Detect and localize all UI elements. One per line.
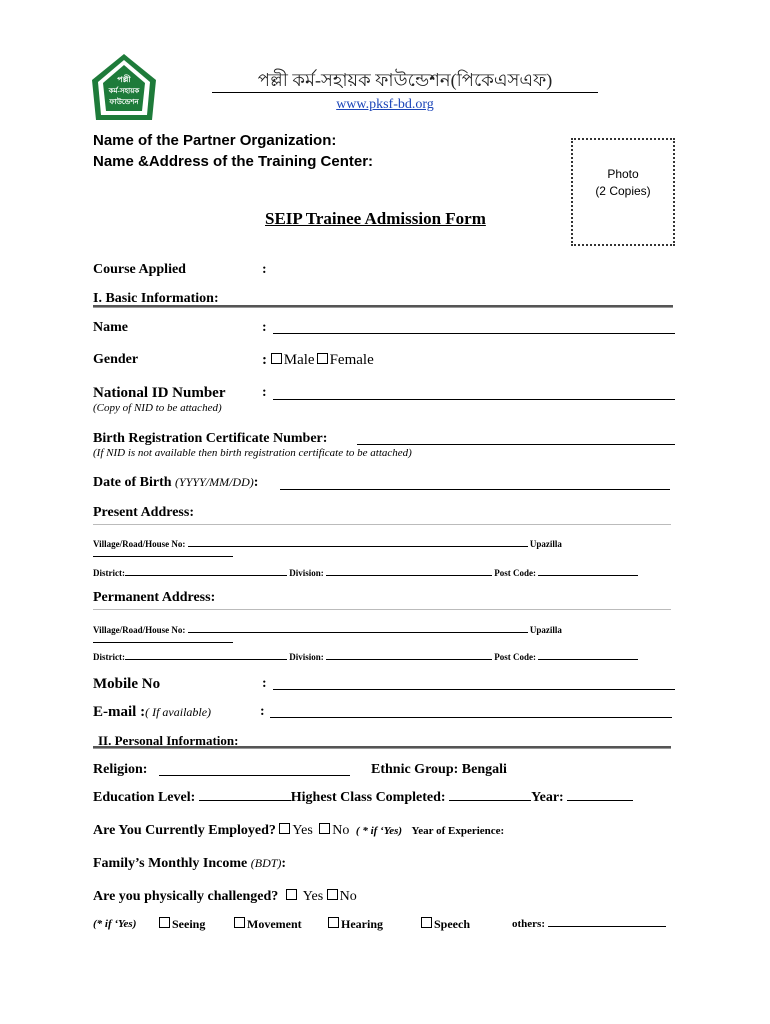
- seeing-checkbox[interactable]: [159, 917, 170, 928]
- partner-org-label: Name of the Partner Organization:: [93, 132, 337, 149]
- income-label: Family’s Monthly Income: [93, 856, 248, 871]
- permanent-postcode-label: Post Code:: [494, 652, 536, 662]
- others-field[interactable]: [548, 926, 666, 927]
- permanent-upazilla-label: Upazilla: [529, 625, 562, 635]
- email-field[interactable]: [270, 703, 672, 718]
- ethnic-group-label: Ethnic Group: Bengali: [371, 762, 507, 777]
- permanent-address-label: Permanent Address:: [93, 590, 216, 605]
- mobile-colon: :: [262, 676, 267, 691]
- name-label: Name: [93, 320, 128, 335]
- year-field[interactable]: [567, 800, 633, 801]
- hearing-checkbox[interactable]: [328, 917, 339, 928]
- photo-label: Photo: [607, 167, 639, 181]
- logo-text-1: পল্লী: [117, 75, 131, 84]
- permanent-division-label: Division:: [289, 652, 324, 662]
- present-village-row: [93, 539, 673, 559]
- speech-checkbox[interactable]: [421, 917, 432, 928]
- speech-label: Speech: [434, 917, 470, 931]
- education-label: Education Level:: [93, 790, 196, 805]
- gender-female-label: Female: [329, 352, 374, 368]
- challenged-label: Are you physically challenged?: [93, 889, 279, 904]
- others-label: others:: [512, 918, 545, 930]
- challenged-row: [93, 889, 357, 905]
- present-division-field[interactable]: [326, 575, 492, 576]
- mobile-label: Mobile No: [93, 676, 161, 692]
- permanent-postcode-field[interactable]: [538, 659, 638, 660]
- religion-label: Religion:: [93, 762, 148, 777]
- present-upazilla-label: Upazilla: [529, 539, 562, 549]
- logo-text-2: কর্ম-সহায়ক: [108, 87, 140, 95]
- employed-no-label: No: [332, 823, 350, 838]
- email-label: E-mail :: [93, 704, 146, 720]
- movement-option: [234, 917, 302, 932]
- mobile-field[interactable]: [273, 675, 675, 690]
- present-district-field[interactable]: [125, 575, 287, 576]
- challenge-if-yes-note: (* if ‘Yes): [93, 918, 137, 930]
- nid-label: National ID Number: [93, 385, 226, 401]
- challenged-no-checkbox[interactable]: [327, 889, 338, 900]
- movement-checkbox[interactable]: [234, 917, 245, 928]
- gender-male-label: Male: [283, 352, 315, 368]
- employed-no-checkbox[interactable]: [319, 823, 330, 834]
- nid-note: (Copy of NID to be attached): [93, 402, 222, 414]
- present-district-row: [93, 568, 673, 578]
- logo: [90, 52, 158, 122]
- dob-row: Date of Birth (YYYY/MM/DD):: [93, 475, 259, 490]
- section1-rule: [93, 305, 673, 308]
- speech-option: [421, 917, 470, 932]
- gender-female-checkbox[interactable]: [317, 353, 328, 364]
- birth-label: Birth Registration Certificate Number:: [93, 431, 328, 446]
- permanent-district-row: [93, 652, 673, 662]
- education-field[interactable]: [199, 800, 291, 801]
- employed-yes-checkbox[interactable]: [279, 823, 290, 834]
- present-village-field[interactable]: [188, 546, 528, 547]
- nid-field[interactable]: [273, 385, 675, 400]
- employed-if-yes-note: ( * if ‘Yes): [355, 825, 403, 837]
- present-division-label: Division:: [289, 568, 324, 578]
- nid-colon: :: [262, 385, 267, 400]
- hearing-label: Hearing: [341, 917, 383, 931]
- permanent-district-field[interactable]: [125, 659, 287, 660]
- logo-text-3: ফাউন্ডেশন: [109, 98, 139, 106]
- present-upazilla-field[interactable]: [93, 556, 233, 557]
- gender-options: : Male Female: [262, 352, 374, 368]
- org-title: পল্লী কর্ম-সহায়ক ফাউন্ডেশন(পিকেএসএফ): [257, 70, 553, 90]
- gender-male-checkbox[interactable]: [271, 353, 282, 364]
- permanent-upazilla-field[interactable]: [93, 642, 233, 643]
- email-note: ( If available): [145, 705, 212, 719]
- section2-rule: [93, 746, 671, 749]
- permanent-village-row: [93, 625, 673, 645]
- present-postcode-field[interactable]: [538, 575, 638, 576]
- seeing-option: [159, 917, 205, 932]
- permanent-village-label: Village/Road/House No:: [93, 625, 186, 635]
- income-row: Family’s Monthly Income (BDT):: [93, 856, 287, 871]
- present-address-label: Present Address:: [93, 505, 194, 520]
- present-postcode-label: Post Code:: [494, 568, 536, 578]
- gender-label: Gender: [93, 352, 139, 367]
- present-district-label: District:: [93, 568, 125, 578]
- course-colon: :: [262, 262, 267, 277]
- education-row: [93, 790, 633, 806]
- form-title: SEIP Trainee Admission Form: [265, 209, 486, 228]
- hearing-option: [328, 917, 383, 932]
- year-label: Year:: [531, 790, 564, 805]
- birth-field[interactable]: [357, 430, 675, 445]
- photo-copies-label: (2 Copies): [595, 184, 651, 198]
- income-unit: (BDT): [250, 856, 282, 870]
- email-row: [93, 704, 211, 721]
- challenged-yes-label: Yes: [302, 889, 324, 904]
- name-field[interactable]: [273, 319, 675, 334]
- section1-title: I. Basic Information:: [93, 291, 219, 306]
- experience-label: Year of Experience:: [411, 825, 505, 837]
- section2-title: II. Personal Information:: [98, 733, 239, 748]
- others-option: [512, 918, 666, 930]
- highest-class-label: Highest Class Completed:: [290, 790, 446, 805]
- permanent-address-rule: [93, 609, 671, 610]
- website-link[interactable]: www.pksf-bd.org: [336, 97, 434, 112]
- training-center-label: Name &Address of the Training Center:: [93, 153, 374, 170]
- dob-label: Date of Birth: [93, 475, 172, 490]
- present-village-label: Village/Road/House No:: [93, 539, 186, 549]
- movement-label: Movement: [247, 917, 302, 931]
- permanent-division-field[interactable]: [326, 659, 492, 660]
- seeing-label: Seeing: [172, 917, 206, 931]
- highest-class-field[interactable]: [449, 800, 531, 801]
- dob-field[interactable]: [280, 475, 670, 490]
- challenged-yes-checkbox[interactable]: [286, 889, 297, 900]
- employed-label: Are You Currently Employed?: [93, 823, 276, 838]
- email-colon: :: [260, 704, 265, 719]
- birth-note: (If NID is not available then birth registration certificate to be attached): [93, 447, 412, 459]
- name-colon: :: [262, 320, 267, 335]
- course-label: Course Applied: [93, 262, 186, 277]
- challenged-no-label: No: [339, 889, 357, 904]
- permanent-village-field[interactable]: [188, 632, 528, 633]
- present-address-rule: [93, 524, 671, 525]
- header-rule: [212, 92, 598, 93]
- dob-format: (YYYY/MM/DD): [175, 475, 254, 489]
- employed-yes-label: Yes: [292, 823, 313, 838]
- religion-field[interactable]: [159, 761, 350, 776]
- permanent-district-label: District:: [93, 652, 125, 662]
- employed-row: [93, 823, 504, 839]
- photo-box[interactable]: [571, 138, 675, 246]
